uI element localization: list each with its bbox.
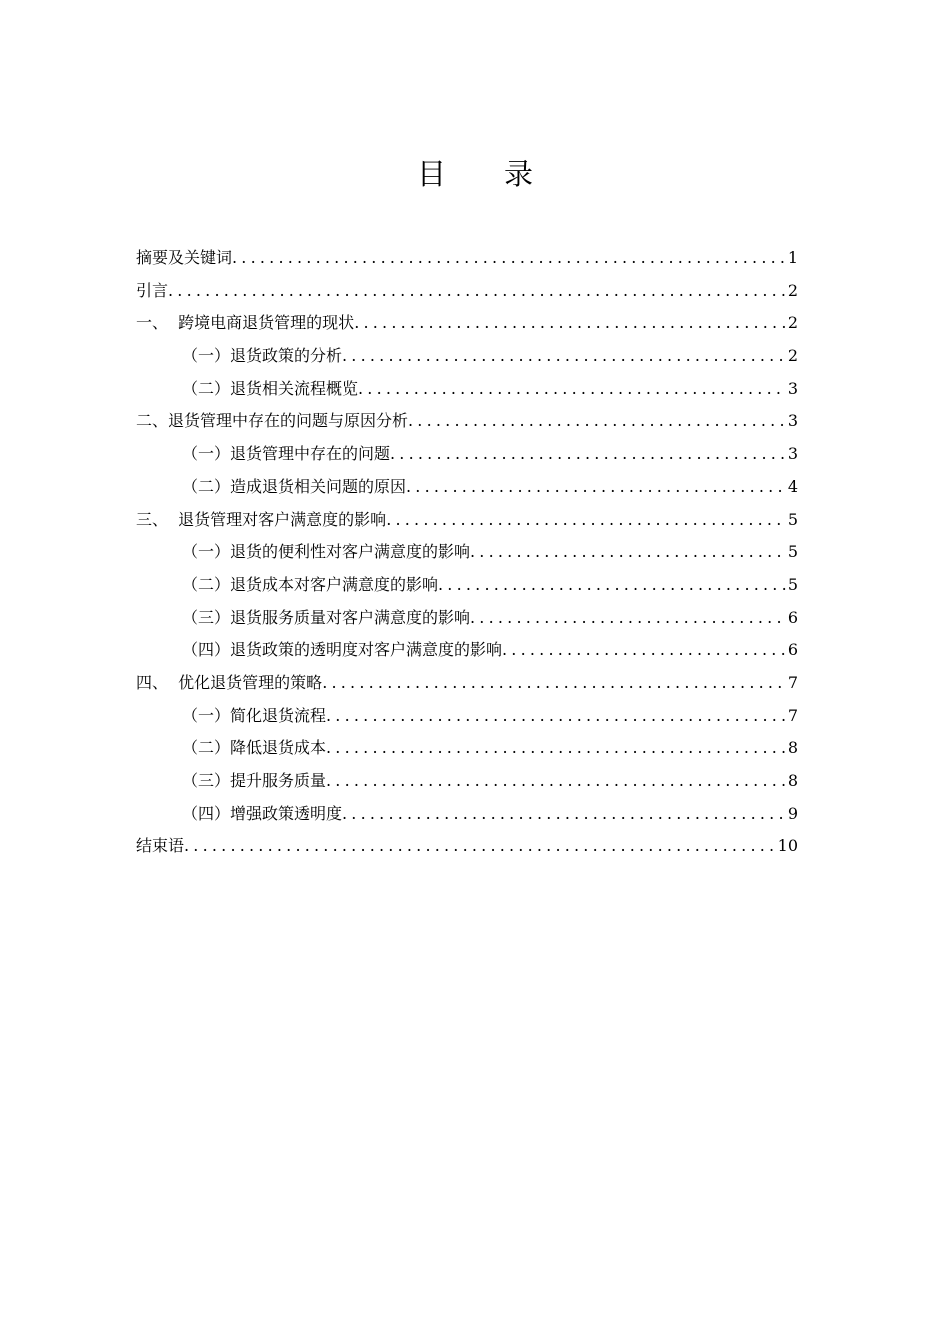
toc-entry-page: 9 bbox=[787, 803, 798, 823]
toc-subentry[interactable] bbox=[136, 471, 798, 504]
toc-subentry[interactable] bbox=[136, 602, 798, 635]
toc-subentry[interactable] bbox=[136, 634, 798, 667]
toc-entry[interactable] bbox=[136, 667, 798, 700]
toc-dot-leader bbox=[470, 602, 786, 635]
toc-subentry[interactable] bbox=[136, 765, 798, 798]
toc-dot-leader bbox=[326, 765, 786, 798]
toc-entry-label: 三、 退货管理对客户满意度的影响 bbox=[136, 504, 386, 537]
toc-subentry[interactable] bbox=[136, 798, 798, 831]
toc-entry-page: 5 bbox=[787, 509, 798, 529]
toc-entry-label: （一）退货管理中存在的问题 bbox=[182, 438, 390, 471]
toc-entry-label: （一）简化退货流程 bbox=[182, 700, 326, 733]
toc-entry-page: 7 bbox=[787, 705, 798, 725]
toc-dot-leader bbox=[386, 504, 786, 537]
toc-entry-page: 6 bbox=[787, 640, 798, 660]
toc-entry-page: 3 bbox=[787, 444, 798, 464]
toc-entry-label: 二、退货管理中存在的问题与原因分析 bbox=[136, 405, 408, 438]
toc-dot-leader bbox=[502, 634, 786, 667]
toc-entry-page: 4 bbox=[787, 476, 798, 496]
toc-entry-page: 3 bbox=[787, 411, 798, 431]
toc-entry-label: 结束语 bbox=[136, 830, 184, 863]
toc-entry-label: （一）退货的便利性对客户满意度的影响 bbox=[182, 536, 470, 569]
toc-list bbox=[136, 242, 798, 863]
toc-entry-label: （二）退货成本对客户满意度的影响 bbox=[182, 569, 438, 602]
toc-dot-leader bbox=[342, 340, 786, 373]
toc-entry-label: （四）增强政策透明度 bbox=[182, 798, 342, 831]
toc-entry-page: 7 bbox=[787, 672, 798, 692]
toc-entry-label: 摘要及关键词 bbox=[136, 242, 232, 275]
toc-entry-page: 2 bbox=[787, 313, 798, 333]
toc-entry-label: 引言 bbox=[136, 275, 168, 308]
toc-dot-leader bbox=[342, 798, 786, 831]
toc-entry[interactable] bbox=[136, 275, 798, 308]
toc-dot-leader bbox=[358, 373, 786, 406]
toc-entry-page: 6 bbox=[787, 607, 798, 627]
toc-dot-leader bbox=[326, 732, 786, 765]
toc-entry-page: 5 bbox=[787, 574, 798, 594]
toc-entry-page: 1 bbox=[787, 248, 798, 267]
toc-subentry[interactable] bbox=[136, 438, 798, 471]
toc-entry-label: 四、 优化退货管理的策略 bbox=[136, 667, 322, 700]
toc-subentry[interactable] bbox=[136, 569, 798, 602]
toc-subentry[interactable] bbox=[136, 700, 798, 733]
toc-entry-label: （四）退货政策的透明度对客户满意度的影响 bbox=[182, 634, 502, 667]
toc-subentry[interactable] bbox=[136, 373, 798, 406]
toc-subentry[interactable] bbox=[136, 340, 798, 373]
toc-dot-leader bbox=[232, 242, 786, 275]
toc-subentry[interactable] bbox=[136, 732, 798, 765]
toc-dot-leader bbox=[470, 536, 786, 569]
toc-entry[interactable] bbox=[136, 405, 798, 438]
toc-dot-leader bbox=[406, 471, 786, 504]
toc-title: 目录 bbox=[416, 157, 591, 191]
toc-entry-label: （二）退货相关流程概览 bbox=[182, 373, 358, 406]
toc-dot-leader bbox=[326, 700, 786, 733]
toc-entry[interactable] bbox=[136, 504, 798, 537]
toc-entry-label: （三）退货服务质量对客户满意度的影响 bbox=[182, 602, 470, 635]
toc-entry-page: 2 bbox=[787, 346, 798, 366]
toc-subentry[interactable] bbox=[136, 536, 798, 569]
toc-entry-page: 5 bbox=[787, 542, 798, 562]
toc-entry-page: 10 bbox=[777, 836, 798, 856]
toc-dot-leader bbox=[390, 438, 786, 471]
toc-dot-leader bbox=[354, 307, 786, 340]
toc-dot-leader bbox=[322, 667, 786, 700]
toc-entry-page: 8 bbox=[787, 738, 798, 758]
toc-entry[interactable] bbox=[136, 307, 798, 340]
toc-entry-label: （二）降低退货成本 bbox=[182, 732, 326, 765]
toc-dot-leader bbox=[184, 830, 776, 863]
toc-dot-leader bbox=[438, 569, 786, 602]
toc-dot-leader bbox=[168, 275, 786, 308]
toc-entry-label: （二）造成退货相关问题的原因 bbox=[182, 471, 406, 504]
toc-entry[interactable] bbox=[136, 242, 798, 275]
toc-entry[interactable] bbox=[136, 830, 798, 863]
toc-entry-label: （一）退货政策的分析 bbox=[182, 340, 342, 373]
toc-entry-page: 3 bbox=[787, 378, 798, 398]
toc-entry-page: 8 bbox=[787, 771, 798, 790]
toc-entry-label: （三）提升服务质量 bbox=[182, 765, 326, 798]
toc-entry-page: 2 bbox=[787, 280, 798, 300]
toc-dot-leader bbox=[408, 405, 786, 438]
toc-entry-label: 一、 跨境电商退货管理的现状 bbox=[136, 307, 354, 340]
